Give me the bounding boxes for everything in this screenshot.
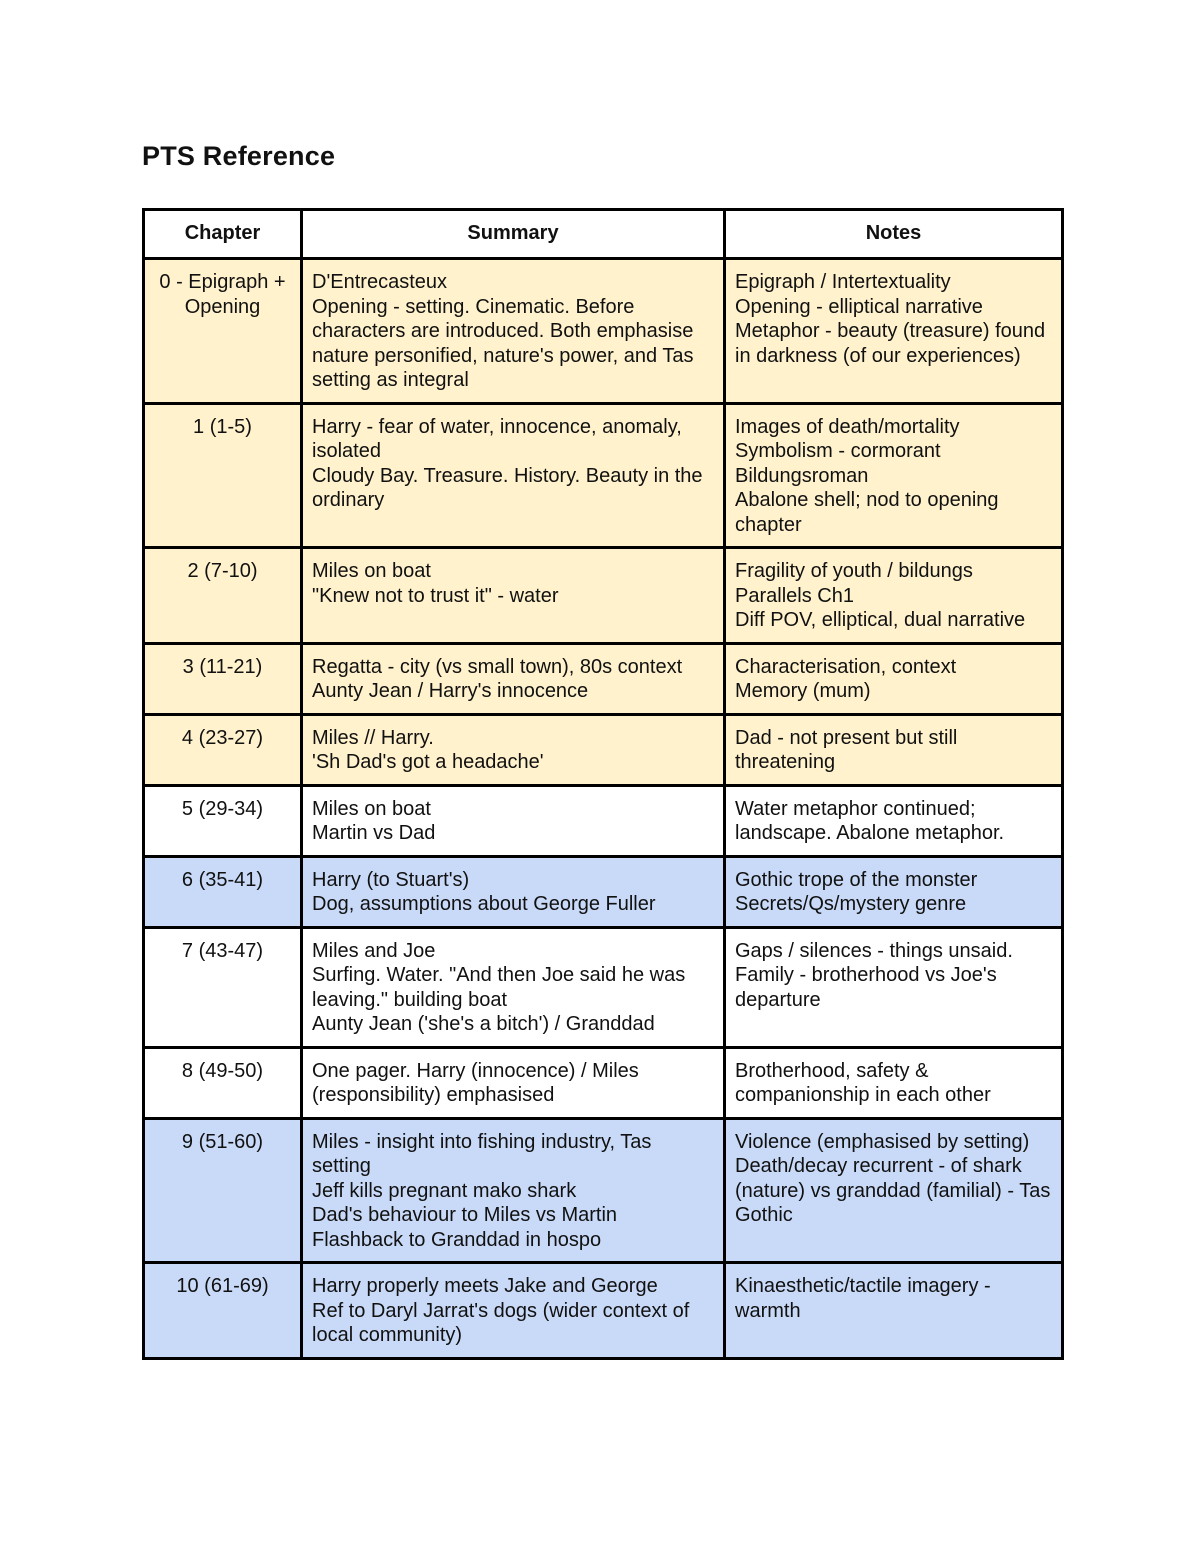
chapter-cell: 4 (23-27) <box>144 714 302 785</box>
column-header-notes: Notes <box>725 210 1063 259</box>
summary-cell: Miles and Joe Surfing. Water. "And then Joe said he was leaving." building boat Aunty Jean ('she's a bitch') / Granddad <box>302 927 725 1047</box>
chapter-cell: 2 (7-10) <box>144 548 302 644</box>
table-row <box>144 548 1063 644</box>
summary-cell: Harry properly meets Jake and George Ref to Daryl Jarrat's dogs (wider context of local community) <box>302 1263 725 1359</box>
notes-cell: Gothic trope of the monster Secrets/Qs/mystery genre <box>725 856 1063 927</box>
chapter-cell: 0 - Epigraph + Opening <box>144 259 302 404</box>
summary-cell: Miles on boat Martin vs Dad <box>302 785 725 856</box>
notes-cell: Water metaphor continued; landscape. Abalone metaphor. <box>725 785 1063 856</box>
notes-cell: Images of death/mortality Symbolism - cormorant Bildungsroman Abalone shell; nod to opening chapter <box>725 403 1063 548</box>
summary-cell: Regatta - city (vs small town), 80s context Aunty Jean / Harry's innocence <box>302 643 725 714</box>
table-header-row <box>144 210 1063 259</box>
reference-table <box>142 208 1064 1360</box>
chapter-cell: 5 (29-34) <box>144 785 302 856</box>
table-row <box>144 927 1063 1047</box>
page-title: PTS Reference <box>142 141 336 171</box>
chapter-cell: 9 (51-60) <box>144 1118 302 1263</box>
table-row <box>144 856 1063 927</box>
table-row <box>144 643 1063 714</box>
summary-cell: Harry (to Stuart's) Dog, assumptions about George Fuller <box>302 856 725 927</box>
table-row <box>144 785 1063 856</box>
summary-cell: One pager. Harry (innocence) / Miles (responsibility) emphasised <box>302 1047 725 1118</box>
table-row <box>144 1047 1063 1118</box>
notes-cell: Violence (emphasised by setting) Death/decay recurrent - of shark (nature) vs granddad (familial) - Tas Gothic <box>725 1118 1063 1263</box>
notes-cell: Fragility of youth / bildungs Parallels Ch1 Diff POV, elliptical, dual narrative <box>725 548 1063 644</box>
table-row <box>144 403 1063 548</box>
chapter-cell: 3 (11-21) <box>144 643 302 714</box>
table-row <box>144 1118 1063 1263</box>
notes-cell: Epigraph / Intertextuality Opening - elliptical narrative Metaphor - beauty (treasure) found in darkness (of our experiences) <box>725 259 1063 404</box>
column-header-summary: Summary <box>302 210 725 259</box>
chapter-cell: 10 (61-69) <box>144 1263 302 1359</box>
summary-cell: Harry - fear of water, innocence, anomaly, isolated Cloudy Bay. Treasure. History. Beauty in the ordinary <box>302 403 725 548</box>
table-row <box>144 259 1063 404</box>
summary-cell: Miles // Harry. 'Sh Dad's got a headache' <box>302 714 725 785</box>
notes-cell: Brotherhood, safety & companionship in each other <box>725 1047 1063 1118</box>
summary-cell: D'Entrecasteux Opening - setting. Cinematic. Before characters are introduced. Both emphasise nature personified, nature's power, and Tas setting as integral <box>302 259 725 404</box>
notes-cell: Characterisation, context Memory (mum) <box>725 643 1063 714</box>
chapter-cell: 8 (49-50) <box>144 1047 302 1118</box>
notes-cell: Kinaesthetic/tactile imagery - warmth <box>725 1263 1063 1359</box>
notes-cell: Gaps / silences - things unsaid. Family - brotherhood vs Joe's departure <box>725 927 1063 1047</box>
chapter-cell: 1 (1-5) <box>144 403 302 548</box>
summary-cell: Miles - insight into fishing industry, Tas setting Jeff kills pregnant mako shark Dad's behaviour to Miles vs Martin Flashback to Granddad in hospo <box>302 1118 725 1263</box>
notes-cell: Dad - not present but still threatening <box>725 714 1063 785</box>
chapter-cell: 6 (35-41) <box>144 856 302 927</box>
table-row <box>144 1263 1063 1359</box>
table-row <box>144 714 1063 785</box>
summary-cell: Miles on boat "Knew not to trust it" - water <box>302 548 725 644</box>
column-header-chapter: Chapter <box>144 210 302 259</box>
chapter-cell: 7 (43-47) <box>144 927 302 1047</box>
